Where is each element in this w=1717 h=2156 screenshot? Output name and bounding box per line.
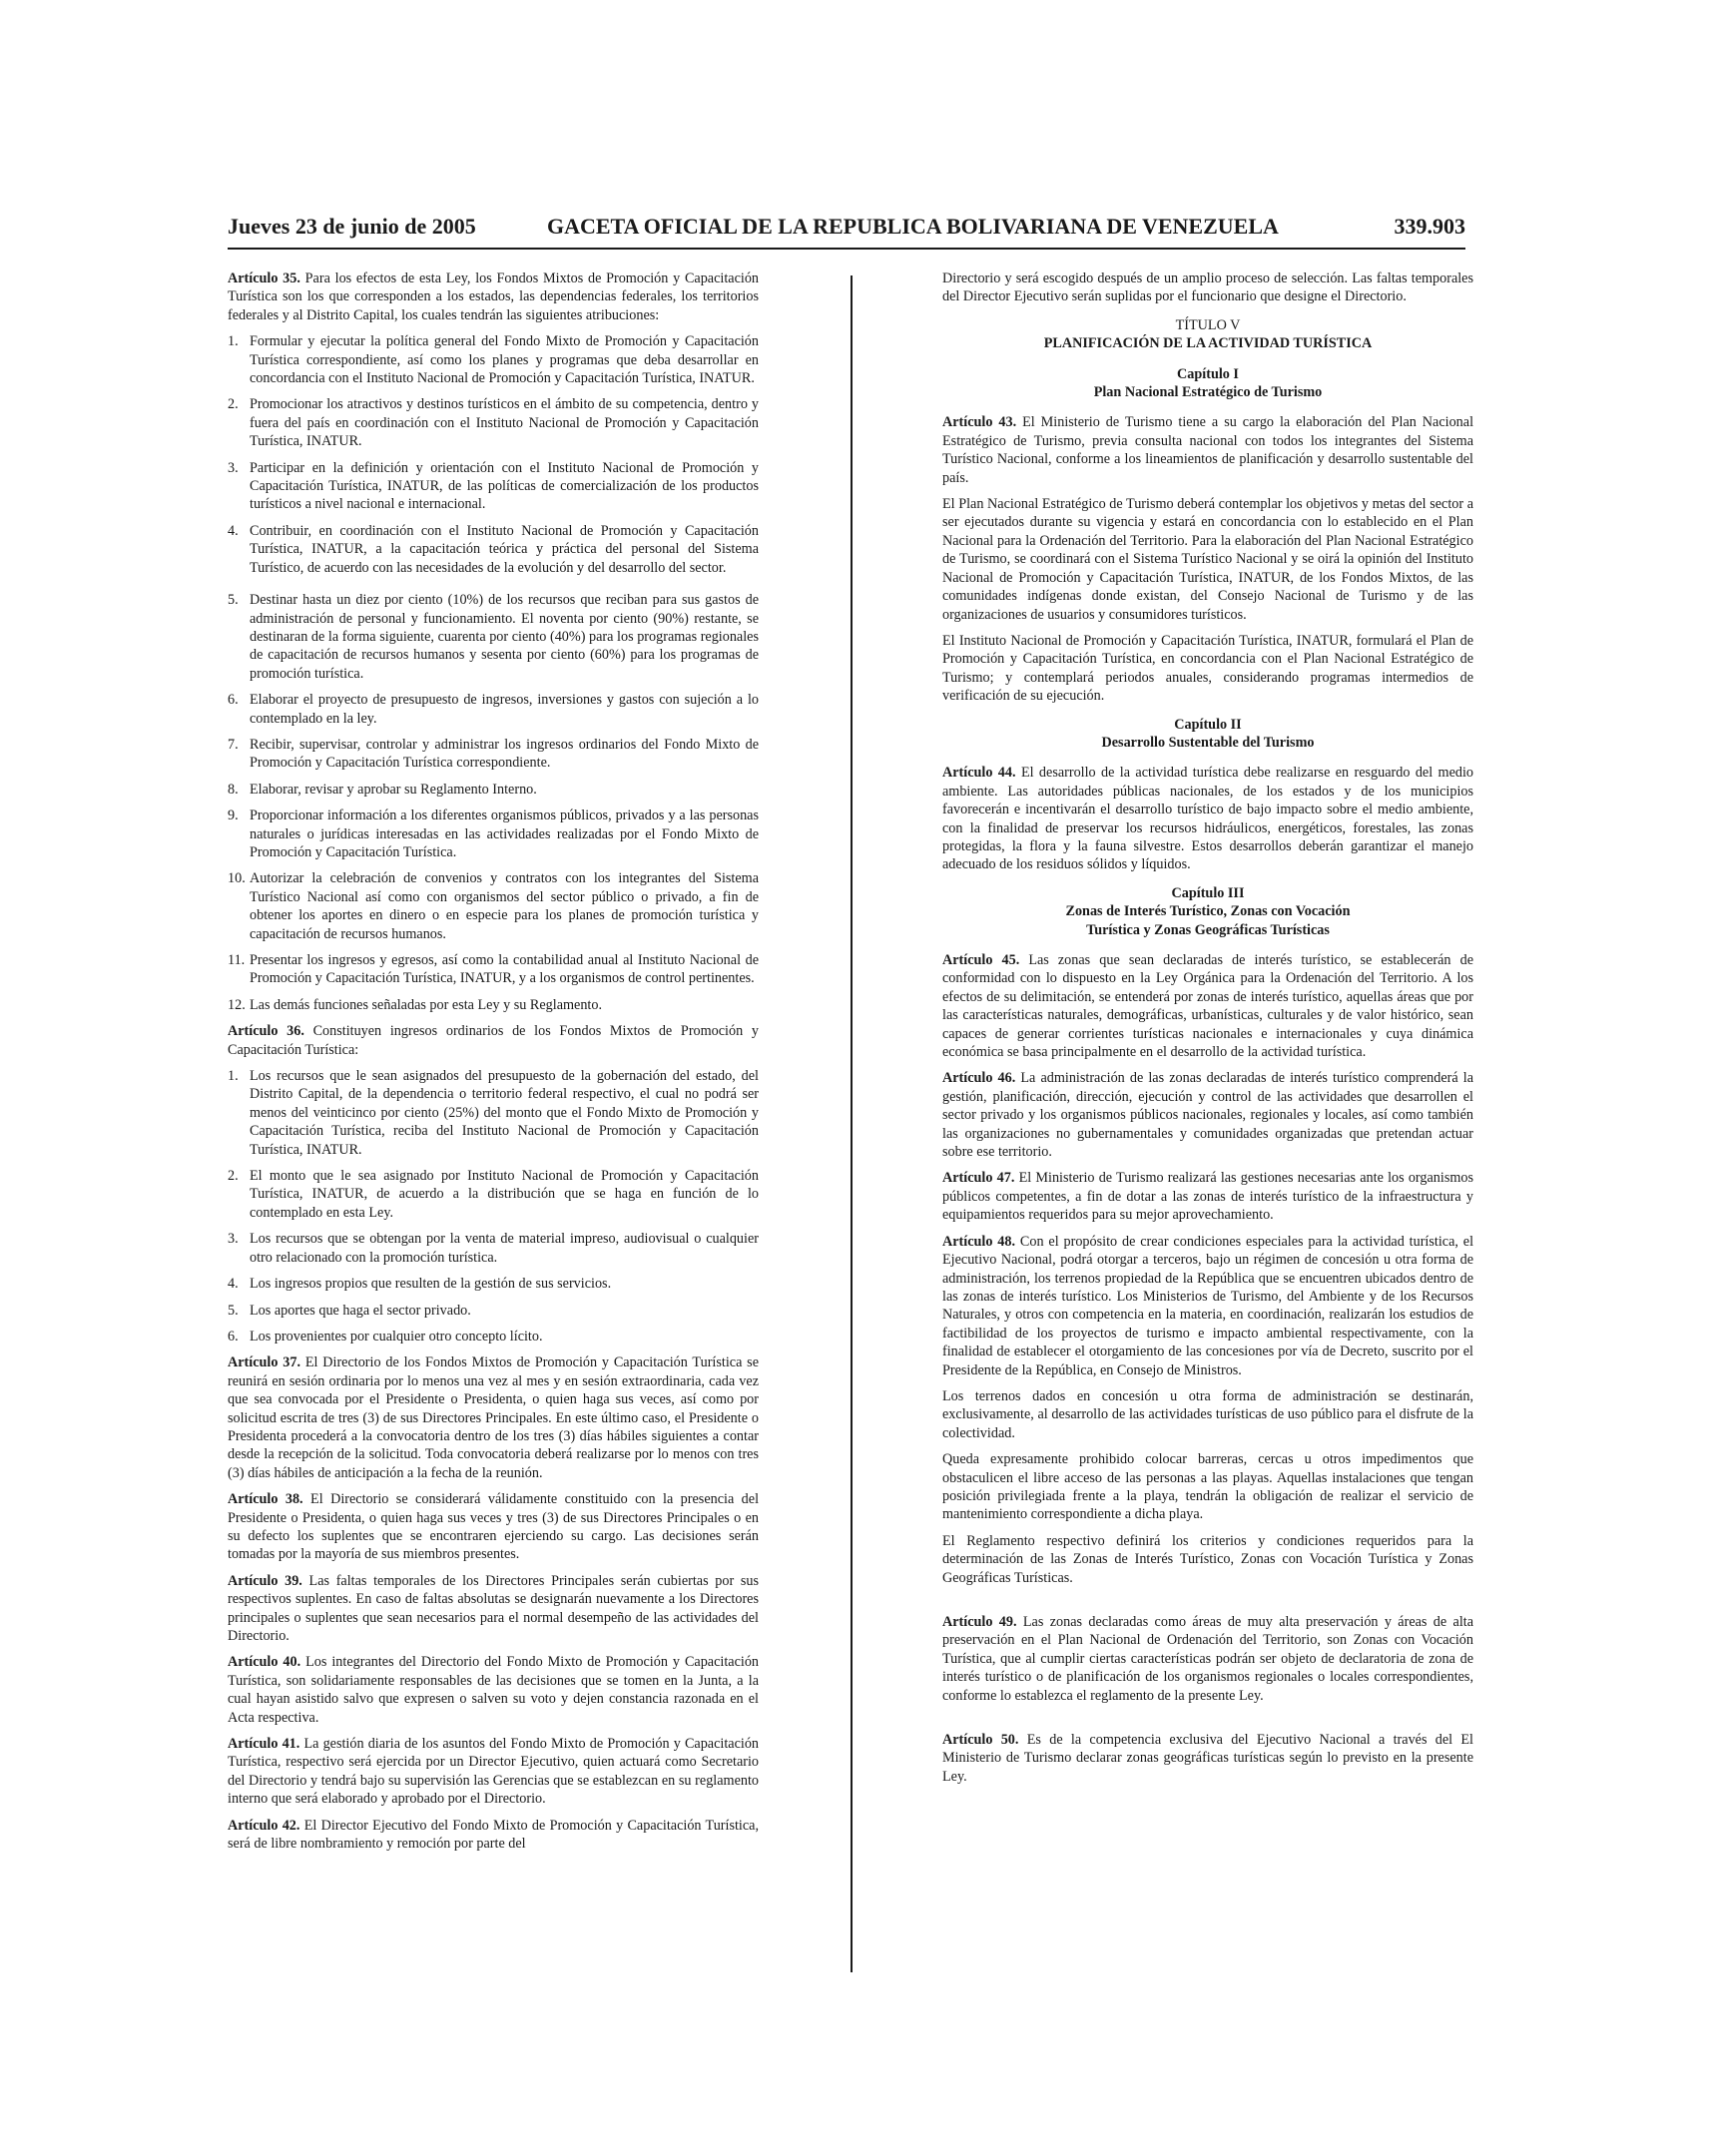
item-text: Proporcionar información a los diferentes organismos públicos, privados y a las personas naturales o jurídicas interesadas en las actividades realizadas por el Fondo Mixto de Promoción y Capacitación Turística.: [250, 808, 759, 860]
item-text: Elaborar, revisar y aprobar su Reglamento Interno.: [250, 781, 537, 798]
item-number: 2.: [228, 1168, 239, 1185]
article-text: El Director Ejecutivo del Fondo Mixto de Promoción y Capacitación Turística, será de libre nombramiento y remoción por parte del: [228, 1817, 760, 1853]
capitulo-number: Capítulo II: [1174, 716, 1242, 733]
item-number: 8.: [228, 781, 239, 798]
article-label: Artículo 39.: [228, 1572, 302, 1589]
article-48-p4: El Reglamento respectivo definirá los criterios y condiciones requeridos para la determinación de las Zonas de Interés Turístico, Zonas con Vocación Turística y Zonas Geográficas Turísticas.: [942, 1532, 1473, 1586]
item-text: Los provenientes por cualquier otro concepto lícito.: [250, 1328, 543, 1345]
article-39: [228, 1572, 759, 1646]
item-number: 11.: [228, 952, 246, 968]
item-text: Autorizar la celebración de convenios y contratos con los integrantes del Sistema Turístico Nacional así como con organismos del sector público o privado, a fin de obtener los aportes en dinero o en especie para los planes de promoción turística y capacitación de recursos humanos.: [250, 870, 759, 942]
article-49: [942, 1613, 1473, 1705]
article-text: El Ministerio de Turismo realizará las gestiones necesarias ante los organismos públicos competentes, a fin de dotar a las zonas de interés turístico de la infraestructura y equipamientos requeridos para su mejor aprovechamiento.: [942, 1170, 1474, 1224]
item-number: 5.: [228, 592, 239, 609]
article-42: [228, 1817, 759, 1854]
capitulo-i-heading: [942, 365, 1473, 402]
article-43-p2: El Plan Nacional Estratégico de Turismo deberá contemplar los objetivos y metas del sector a ser ejecutados durante su vigencia y estará en concordancia con lo establecido en el Plan Nacional para la Ordenación del Territorio. Para la elaboración del Plan Nacional Estratégico de Turismo, se coordinará con el Sistema Turístico Nacional y se oirá la opinión del Instituto Nacional de Promoción y Capacitación Turística, INATUR, de los Fondos Mixtos, de las comunidades indígenas donde existan, del Consejo Nacional de Turismo y de las organizaciones de usuarios y consumidores turísticos.: [942, 496, 1473, 623]
item-text: Recibir, supervisar, controlar y administrar los ingresos ordinarios del Fondo Mixto de Promoción y Capacitación Turística correspondiente.: [250, 736, 759, 772]
article-text: El Ministerio de Turismo tiene a su cargo la elaboración del Plan Nacional Estratégico de Turismo, previa consulta nacional con todos los integrantes del Sistema Turístico Nacional, conforme a los lineamientos de planificación y desarrollo sustentable del país.: [942, 414, 1474, 486]
list-item: [228, 1275, 759, 1293]
article-label: Artículo 48.: [942, 1233, 1016, 1250]
capitulo-iii-heading: [942, 884, 1473, 939]
article-47: [942, 1169, 1473, 1224]
article-text: Para los efectos de esta Ley, los Fondos Mixtos de Promoción y Capacitación Turística son los que corresponden a los estados, las dependencias federales, los territorios federales y al Distrito Capital, los cuales tendrán las siguientes atribuciones:: [228, 270, 760, 323]
item-text: Destinar hasta un diez por ciento (10%) de los recursos que reciban para sus gastos de administración de personal y funcionamiento. El noventa por ciento (90%) restante, se destinaran de la forma siguiente, cuarenta por ciento (40%) para los programas regionales de capacitación de recursos humanos y sesenta por ciento (60%) para los programas de promoción turística.: [250, 592, 759, 682]
article-text: Es de la competencia exclusiva del Ejecutivo Nacional a través del El Ministerio de Turismo declarar zonas geográficas turísticas según lo previsto en la presente Ley.: [942, 1732, 1473, 1785]
capitulo-name-line1: Zonas de Interés Turístico, Zonas con Vocación: [1065, 903, 1351, 920]
article-text: Los integrantes del Directorio del Fondo Mixto de Promoción y Capacitación Turística, son solidariamente responsables de las decisiones que se tomen en la Junta, a la cual hayan asistido salvo que expresen o salven su voto y dejen constancia razonada en el Acta respectiva.: [228, 1654, 760, 1726]
item-text: Los ingresos propios que resulten de la gestión de sus servicios.: [250, 1276, 612, 1293]
list-item: [228, 522, 759, 577]
item-number: 1.: [228, 1068, 239, 1085]
article-text: El desarrollo de la actividad turística debe realizarse en resguardo del medio ambiente. Las autoridades públicas nacionales, de los estados y de los municipios favorecerán e incentivarán el desarrollo turístico de bajo impacto sobre el medio ambiente, con la finalidad de preservar los recursos hidráulicos, energéticos, forestales, las zonas protegidas, la flora y la fauna silvestre. Estos desarrollos deberán garantizar el manejo adecuado de los residuos sólidos y líquidos.: [942, 765, 1473, 873]
column-divider: [851, 275, 853, 1972]
article-44: [942, 764, 1473, 873]
article-text: La administración de las zonas declaradas de interés turístico comprenderá la gestión, planificación, dirección, ejecución y control de las actividades que desarrollen el sector privado y los organismos públicos nacionales, regionales y locales, así como también las organizaciones no gubernamentales y comunidades organizadas que pretendan actuar sobre ese territorio.: [942, 1070, 1474, 1161]
item-number: 2.: [228, 396, 239, 413]
list-item: [228, 781, 759, 799]
item-number: 10.: [228, 870, 246, 887]
article-text: Las zonas declaradas como áreas de muy alta preservación y áreas de alta preservación en el Plan Nacional de Ordenación del Territorio, son Zonas con Vocación Turística, que al cumplir ciertas características podrán ser objeto de declaratoria de zona de interés turístico o de planificación de los organismos regionales o locales correspondientes, conforme lo establezca el reglamento de la presente Ley.: [942, 1614, 1473, 1704]
capitulo-ii-heading: [942, 716, 1473, 753]
item-number: 1.: [228, 333, 239, 350]
capitulo-name: Plan Nacional Estratégico de Turismo: [1093, 384, 1323, 401]
article-40: [228, 1653, 759, 1727]
article-50: [942, 1731, 1473, 1786]
list-item: [228, 1302, 759, 1320]
item-number: 3.: [228, 1231, 239, 1248]
capitulo-name: Desarrollo Sustentable del Turismo: [1101, 734, 1315, 751]
article-text: El Directorio de los Fondos Mixtos de Promoción y Capacitación Turística se reunirá en sesión ordinaria por lo menos una vez al mes y en sesión extraordinaria, cada vez que sea convocada por el Presidente o Presidenta, o quien haga sus veces, así como por solicitud escrita de tres (3) de sus Directores Principales. En este último caso, el Presidente o Presidenta procederá a la convocatoria dentro de los tres (3) días hábiles siguientes a contar desde la recepción de la solicitud. Toda convocatoria deberá realizarse por lo menos con tres (3) días hábiles de anticipación a la fecha de la reunión.: [228, 1354, 760, 1481]
article-label: Artículo 40.: [228, 1654, 301, 1671]
article-42-continued: Directorio y será escogido después de un amplio proceso de selección. Las faltas temporales del Director Ejecutivo serán suplidas por el funcionario que designe el Directorio.: [942, 270, 1473, 305]
article-label: Artículo 44.: [942, 765, 1016, 782]
header-date: Jueves 23 de junio de 2005: [228, 214, 476, 239]
article-label: Artículo 45.: [942, 952, 1020, 968]
article-46: [942, 1069, 1473, 1161]
article-label: Artículo 47.: [942, 1170, 1015, 1187]
item-text: Los recursos que le sean asignados del presupuesto de la gobernación del estado, del Distrito Capital, de la dependencia o territorio federal respectivo, el cual no podrá ser menos del veinticinco por ciento (25%) del monto que el Fondo Mixto de Promoción y Capacitación Turística, reciba del Instituto Nacional de Promoción y Capacitación Turística, INATUR.: [250, 1068, 759, 1158]
capitulo-name-line2: Turística y Zonas Geográficas Turísticas: [1086, 921, 1330, 938]
item-number: 4.: [228, 522, 239, 539]
right-column: [942, 270, 1473, 1794]
article-label: Artículo 41.: [228, 1736, 300, 1753]
list-item: [228, 459, 759, 514]
titulo-number: TÍTULO V: [1175, 316, 1241, 333]
header-title: GACETA OFICIAL DE LA REPUBLICA BOLIVARIANA DE VENEZUELA: [547, 214, 1279, 239]
item-text: Participar en la definición y orientación con el Instituto Nacional de Promoción y Capacitación Turística, INATUR, de las políticas de comercialización de los productos turísticos a nivel nacional e internacional.: [250, 459, 759, 513]
item-text: Presentar los ingresos y egresos, así como la contabilidad anual al Instituto Nacional de Promoción y Capacitación Turística, INATUR, y a los organismos de control pertinentes.: [250, 952, 759, 987]
item-number: 3.: [228, 459, 239, 476]
article-45: [942, 951, 1473, 1061]
spacer: [942, 1713, 1473, 1731]
capitulo-number: Capítulo III: [1171, 884, 1245, 901]
item-text: El monto que le sea asignado por Instituto Nacional de Promoción y Capacitación Turística, INATUR, de acuerdo a la distribución que se haga en función de lo contemplado en esta Ley.: [250, 1168, 759, 1221]
list-item: [228, 1167, 759, 1222]
list-item: [228, 332, 759, 387]
item-number: 7.: [228, 736, 239, 753]
list-item: [228, 869, 759, 943]
item-text: Promocionar los atractivos y destinos turísticos en el ámbito de su competencia, dentro y fuera del país en coordinación con el Instituto Nacional de Promoción y Capacitación Turística, INATUR.: [250, 396, 759, 450]
article-36-intro: [228, 1022, 759, 1059]
article-label: Artículo 38.: [228, 1491, 303, 1508]
titulo-name: PLANIFICACIÓN DE LA ACTIVIDAD TURÍSTICA: [1043, 335, 1373, 352]
list-item: [228, 807, 759, 861]
article-label: Artículo 36.: [228, 1023, 304, 1040]
article-36-list: [228, 1067, 759, 1346]
header-rule: [228, 248, 1465, 250]
article-35-list: [228, 332, 759, 1014]
list-item: [228, 951, 759, 988]
item-number: 4.: [228, 1276, 239, 1293]
article-48-p3: Queda expresamente prohibido colocar barreras, cercas u otros impedimentos que obstaculicen el libre acceso de las personas a las playas. Aquellas instalaciones que tengan posición privilegiada frente a la playa, tendrán la obligación de realizar el servicio de mantenimiento correspondiente a dicha playa.: [942, 1451, 1473, 1523]
article-label: Artículo 49.: [942, 1614, 1017, 1630]
article-text: Las zonas que sean declaradas de interés turístico, se establecerán de conformidad con lo dispuesto en la Ley Orgánica para la Ordenación del Territorio. A los efectos de su delimitación, se entenderá por zonas de interés turístico, aquellas áreas que por las características naturales, demográficas, urbanísticas, culturales y de valor histórico, sean capaces de generar corrientes turísticas nacionales e internacionales y cuya dinámica económica se basa principalmente en el desarrollo de la actividad turística.: [942, 952, 1473, 1061]
capitulo-number: Capítulo I: [1177, 365, 1239, 382]
article-label: Artículo 37.: [228, 1354, 300, 1371]
item-text: Elaborar el proyecto de presupuesto de ingresos, inversiones y gastos con sujeción a lo contemplado en la ley.: [250, 692, 759, 727]
page-header: [228, 214, 1465, 250]
article-label: Artículo 43.: [942, 414, 1017, 431]
article-label: Artículo 50.: [942, 1732, 1019, 1749]
list-item: [228, 691, 759, 728]
article-text: El Directorio se considerará válidamente constituido con la presencia del Presidente o Presidenta, o quien haga sus veces y tres (3) de sus Directores Principales o en su defecto los suplentes que se encontraren ejerciendo su cargo. Las decisiones serán tomadas por la mayoría de sus miembros presentes.: [228, 1491, 760, 1563]
article-label: Artículo 35.: [228, 270, 300, 286]
item-number: 12.: [228, 996, 246, 1013]
article-text: Las faltas temporales de los Directores Principales serán cubiertas por sus respectivos suplentes. En caso de faltas absolutas se designarán nuevamente a los Directores principales o suplentes que sean necesarios para el normal desempeño de las actividades del Directorio.: [228, 1572, 760, 1644]
article-35-intro: [228, 270, 759, 324]
item-number: 5.: [228, 1302, 239, 1319]
item-text: Los aportes que haga el sector privado.: [250, 1302, 471, 1319]
left-column: [228, 270, 759, 1861]
spacer: [942, 1595, 1473, 1613]
list-item: [228, 395, 759, 450]
article-48-p2: Los terrenos dados en concesión u otra forma de administración se destinarán, exclusivamente, al desarrollo de las actividades turísticas de uso público para el disfrute de la colectividad.: [942, 1387, 1473, 1441]
article-43-p3: El Instituto Nacional de Promoción y Capacitación Turística, INATUR, formulará el Plan de Promoción y Capacitación Turística, en concordancia con el Plan Nacional Estratégico de Turismo; y contemplará periodos anuales, considerando programas intermedios de verificación de su ejecución.: [942, 632, 1473, 705]
article-37: [228, 1353, 759, 1482]
header-page-number: 339.903: [1394, 214, 1465, 239]
article-48-p1: [942, 1233, 1473, 1379]
list-item: [228, 996, 759, 1014]
list-item: [228, 1230, 759, 1267]
article-text: Constituyen ingresos ordinarios de los Fondos Mixtos de Promoción y Capacitación Turística:: [228, 1023, 759, 1058]
item-number: 6.: [228, 1328, 239, 1345]
article-label: Artículo 46.: [942, 1070, 1016, 1087]
article-text: Con el propósito de crear condiciones especiales para la actividad turística, el Ejecutivo Nacional, podrá otorgar a terceros, bajo un régimen de concesión u otra forma de administración, los terrenos propiedad de la República que se encuentren ubicados dentro de las zonas de interés turístico. Los Ministerios de Turismo, del Ambiente y de los Recursos Naturales, y otros con competencia en la materia, en coordinación, realizarán los estudios de factibilidad de los proyectos de turismo e impacto ambiental respectivamente, con la finalidad de establecer el otorgamiento de las concesiones por vía de Decreto, suscrito por el Presidente de la República, en Consejo de Ministros.: [942, 1233, 1474, 1378]
article-38: [228, 1490, 759, 1564]
list-item: [228, 1067, 759, 1159]
item-text: Contribuir, en coordinación con el Instituto Nacional de Promoción y Capacitación Turística, INATUR, a la capacitación teórica y práctica del personal del Sistema Turístico, de acuerdo con las necesidades de la evolución y del desarrollo del sector.: [250, 522, 759, 576]
article-text: La gestión diaria de los asuntos del Fondo Mixto de Promoción y Capacitación Turística, respectivo será ejercida por un Director Ejecutivo, quien actuará como Secretario del Directorio y tendrá bajo su supervisión las Gerencias que se establezcan en su reglamento interno que será elaborado y aprobado por el Directorio.: [228, 1736, 760, 1808]
item-text: Formular y ejecutar la política general del Fondo Mixto de Promoción y Capacitación Turística correspondiente, así como los planes y programas que deba desarrollar en concordancia con el Instituto Nacional de Promoción y Capacitación Turística, INATUR.: [250, 333, 759, 387]
item-number: 6.: [228, 692, 239, 709]
item-text: Los recursos que se obtengan por la venta de material impreso, audiovisual o cualquier otro relacionado con la promoción turística.: [250, 1231, 759, 1266]
article-label: Artículo 42.: [228, 1817, 300, 1834]
titulo-v-heading: [942, 316, 1473, 353]
item-text: Las demás funciones señaladas por esta Ley y su Reglamento.: [250, 996, 603, 1013]
list-item: [228, 591, 759, 683]
list-item: [228, 1328, 759, 1346]
item-number: 9.: [228, 808, 239, 824]
article-41: [228, 1735, 759, 1809]
list-item: [228, 736, 759, 773]
article-43-p1: [942, 413, 1473, 487]
